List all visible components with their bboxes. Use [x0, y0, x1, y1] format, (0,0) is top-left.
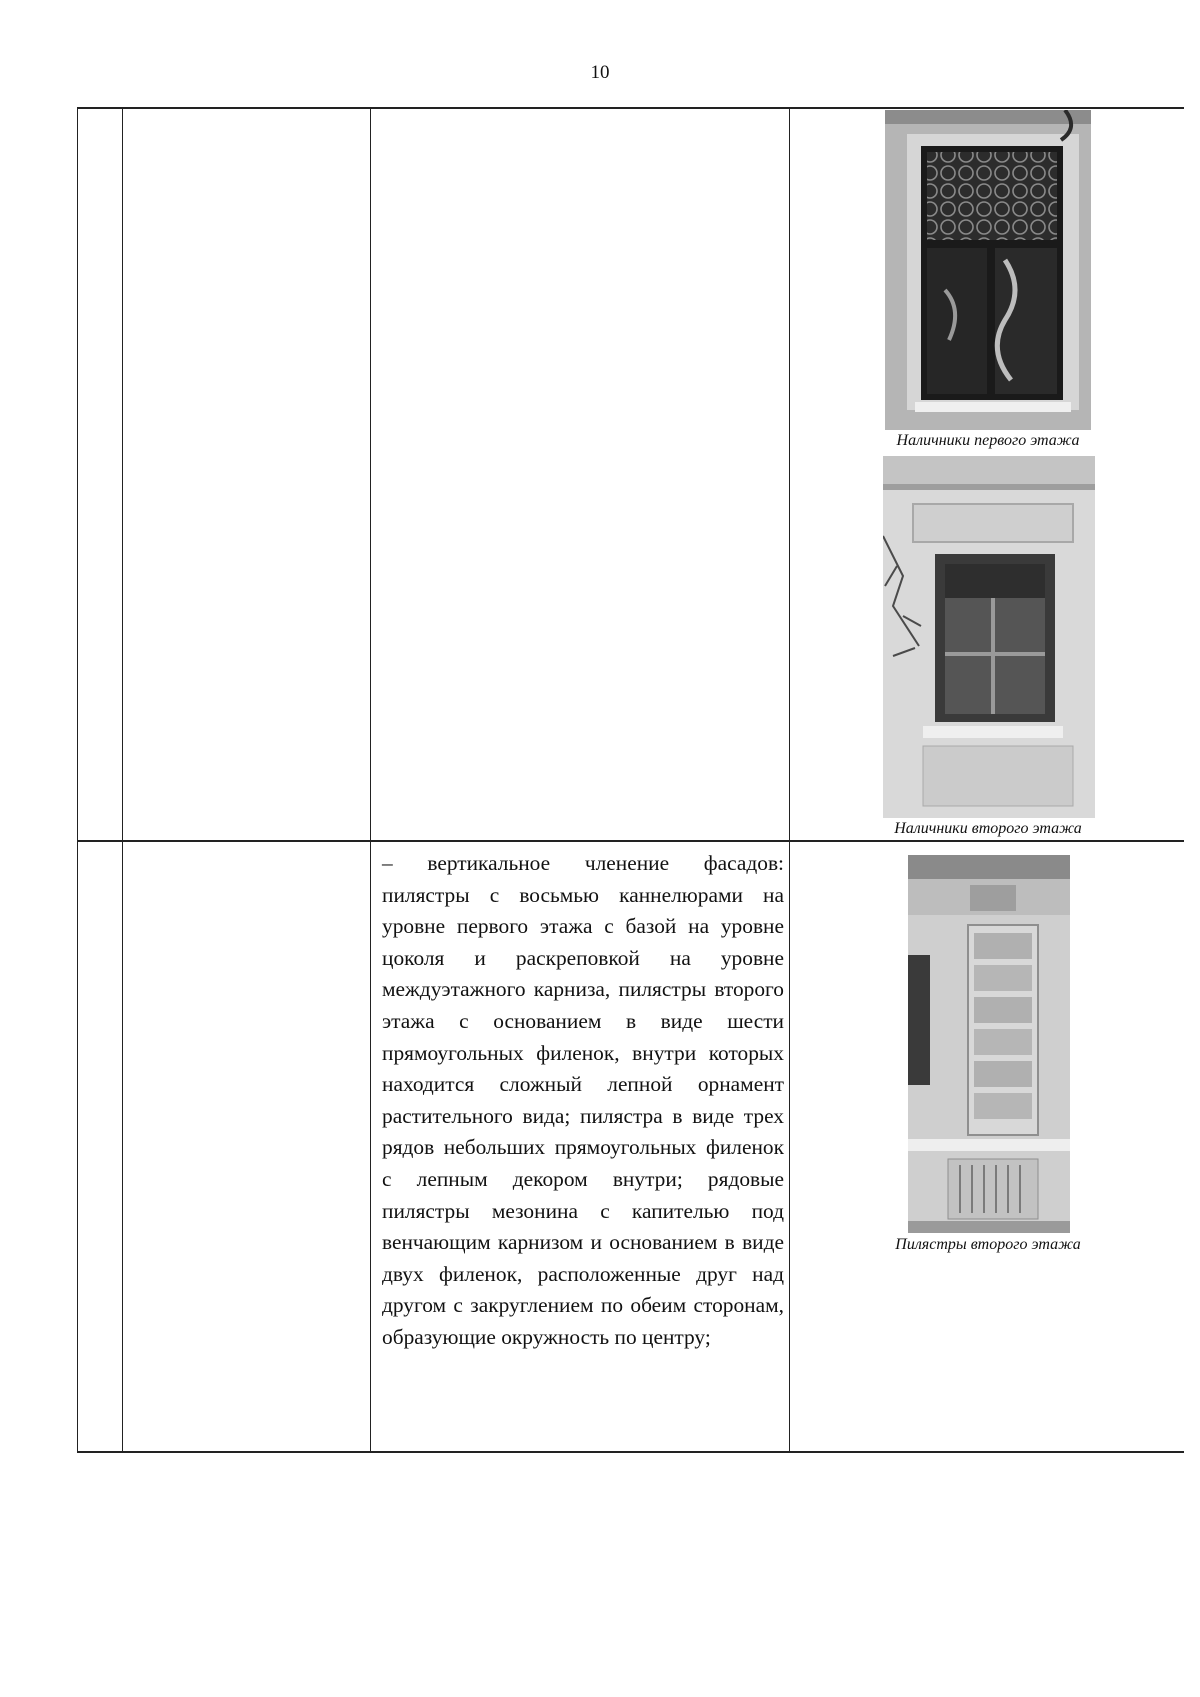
- pilasters-description: – вертикальное членение фасадов: пилястры с восьмью каннелюрами на уровне первого этажа с базой на уровне цоколя и раскреповкой на уровне междуэтажного карниза, пилястры второго этажа с основанием в виде шести прямоугольных филенок, внутри которых находится сложный лепной орнамент растительного вида; пилястра в виде трех рядов небольших прямоугольных филенок с лепным декором внутри; рядовые пилястры мезонина с капителью под венчающим карнизом и основанием в виде двух филенок, расположенные друг над другом с закруглением по обеим сторонам, образующие окружность по центру;: [382, 851, 784, 1349]
- caption-second-floor-windows: Наличники второго этажа: [894, 820, 1082, 837]
- table-bottom-border: [77, 1451, 1184, 1453]
- pilaster-photo-second-floor: [908, 855, 1070, 1233]
- window-photo-icon: [883, 456, 1095, 818]
- caption-first-floor-windows: Наличники первого этажа: [896, 432, 1080, 449]
- col-border-1: [77, 107, 78, 1452]
- col-border-3: [370, 107, 371, 1452]
- caption-second-floor-pilasters: Пилястры второго этажа: [895, 1236, 1081, 1253]
- col-border-4: [789, 107, 790, 1452]
- row-divider: [77, 840, 1184, 842]
- col-border-2: [122, 107, 123, 1452]
- page-number: 10: [590, 62, 610, 83]
- window-photo-icon: [885, 110, 1091, 430]
- table-top-border: [77, 107, 1184, 109]
- window-photo-second-floor: [883, 456, 1095, 818]
- pilaster-photo-icon: [908, 855, 1070, 1233]
- window-photo-first-floor: [885, 110, 1091, 430]
